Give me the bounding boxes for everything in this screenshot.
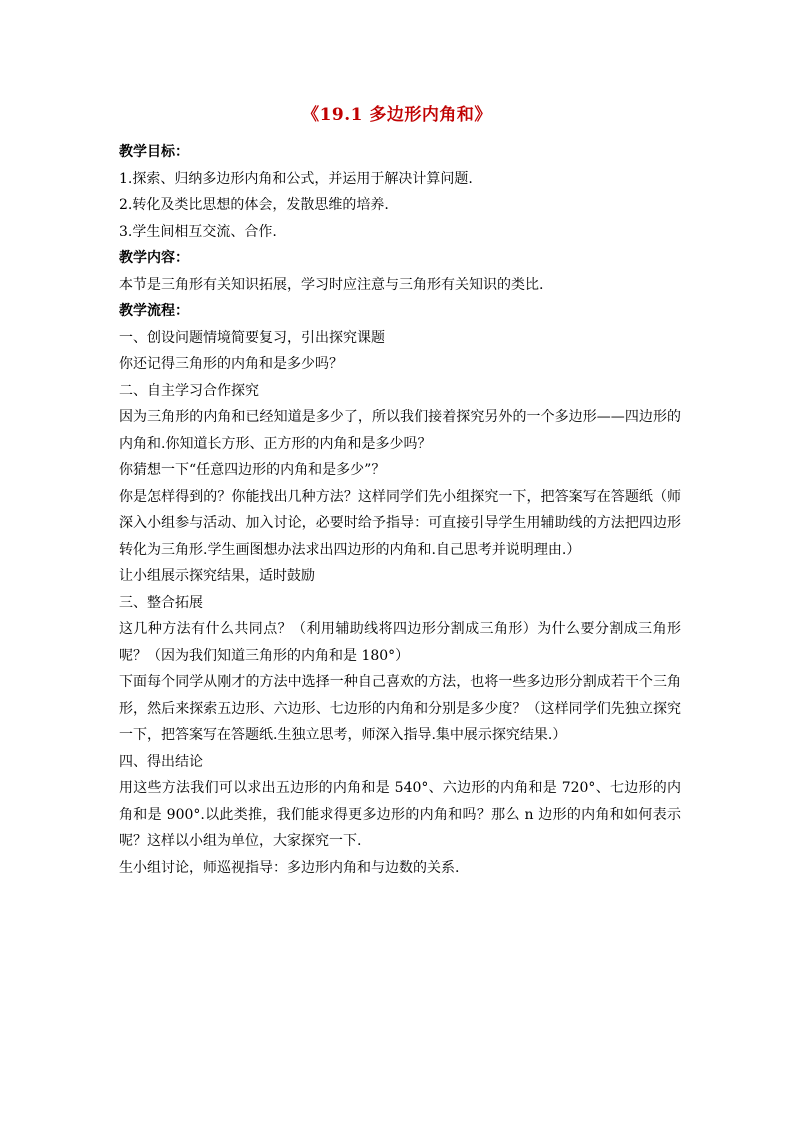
objective-3: 3.学生间相互交流、合作. [119, 223, 277, 240]
step-2-paragraph-4: 让小组展示探究结果，适时鼓励 [119, 568, 315, 584]
step-2-heading: 二、自主学习合作探究 [119, 382, 259, 399]
step-3-paragraph-2: 下面每个同学从刚才的方法中选择一种自己喜欢的方法，也将一些多边形分割成若干个三角形，然后来探索五边形、六边形、七边形的内角和分别是多少度？（这样同学们先独立探究一下，把答案写在答题纸.生独立思考，师深入指导.集中展示探究结果.） [119, 674, 681, 743]
heading-objectives: 教学目标： [119, 144, 189, 160]
step-1-heading: 一、创设问题情境简要复习，引出探究课题 [119, 329, 385, 346]
step-2-paragraph-1: 因为三角形的内角和已经知道是多少了，所以我们接着探究另外的一个多边形——四边形的内角和.你知道长方形、正方形的内角和是多少吗？ [119, 409, 681, 452]
document-body [119, 139, 681, 881]
objective-2: 2.转化及类比思想的体会，发散思维的培养. [119, 197, 389, 213]
step-1-question: 你还记得三角形的内角和是多少吗？ [119, 356, 343, 372]
objective-1: 1.探索、归纳多边形内角和公式，并运用于解决计算问题. [119, 170, 473, 187]
step-2-paragraph-3: 你是怎样得到的？你能找出几种方法？这样同学们先小组探究一下，把答案写在答题纸（师深入小组参与活动、加入讨论，必要时给予指导：可直接引导学生用辅助线的方法把四边形转化为三角形.学生画图想办法求出四边形的内角和.自己思考并说明理由.） [119, 488, 681, 558]
step-3-paragraph-1: 这几种方法有什么共同点？（利用辅助线将四边形分割成三角形）为什么要分割成三角形呢？（因为我们知道三角形的内角和是 180°） [119, 621, 681, 664]
step-4-paragraph-1: 用这些方法我们可以求出五边形的内角和是 540°、六边形的内角和是 720°、七边形的内角和是 900°.以此类推，我们能求得更多边形的内角和吗？那么 n 边形的内角和如何表示呢？这样以小组为单位，大家探究一下. [119, 780, 681, 849]
step-4-heading: 四、得出结论 [119, 753, 203, 770]
content-paragraph: 本节是三角形有关知识拓展，学习时应注意与三角形有关知识的类比. [119, 276, 544, 293]
step-4-paragraph-2: 生小组讨论，师巡视指导：多边形内角和与边数的关系. [119, 859, 460, 876]
step-2-paragraph-2: 你猜想一下“任意四边形的内角和是多少”？ [119, 462, 386, 478]
step-3-heading: 三、整合拓展 [119, 594, 203, 611]
heading-process: 教学流程： [119, 303, 189, 319]
document-title: 《19.1 多边形内角和》 [302, 105, 492, 125]
heading-content: 教学内容： [119, 250, 189, 266]
